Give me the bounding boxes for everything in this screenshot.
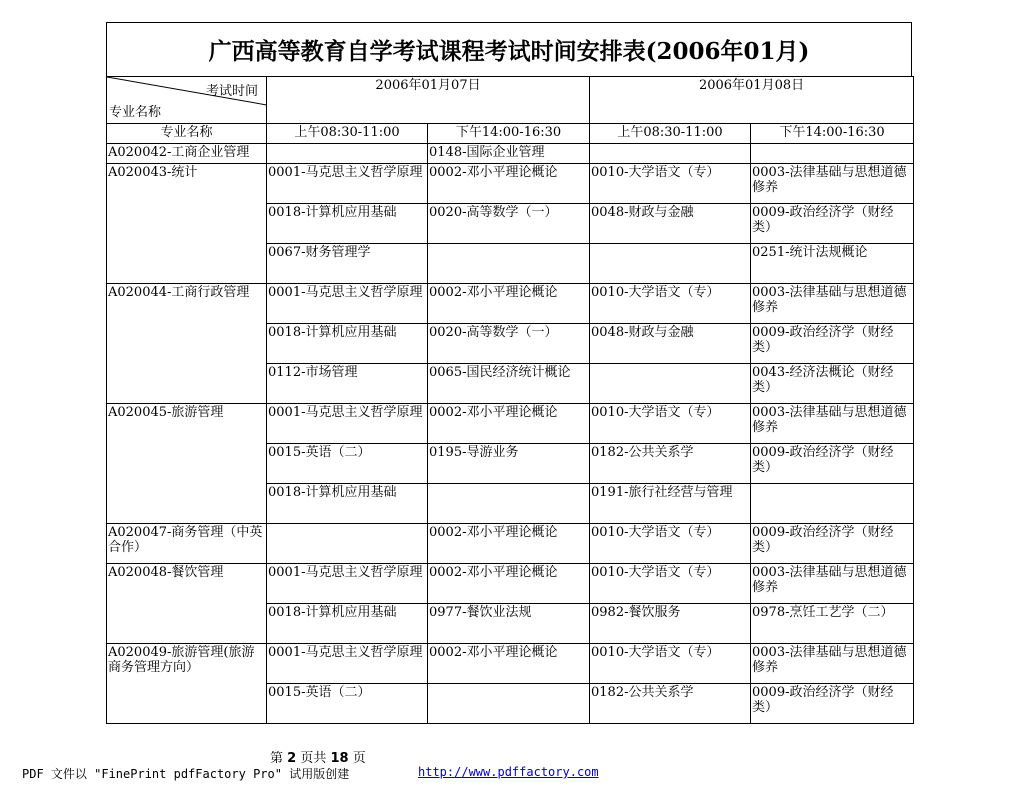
course-cell: 0002-邓小平理论概论 (428, 564, 590, 604)
table-row (107, 644, 914, 684)
course-cell (590, 144, 751, 164)
slot-header: 下午14:00-16:30 (751, 124, 914, 144)
table-row (107, 564, 914, 604)
slot-header: 下午14:00-16:30 (428, 124, 590, 144)
table-row (107, 524, 914, 564)
major-column-header: 专业名称 (107, 124, 267, 144)
course-cell: 0003-法律基础与思想道德修养 (751, 284, 914, 324)
course-cell: 0003-法律基础与思想道德修养 (751, 164, 914, 204)
slot-header: 上午08:30-11:00 (590, 124, 751, 144)
course-cell (428, 484, 590, 524)
course-cell: 0065-国民经济统计概论 (428, 364, 590, 404)
page-number: 第 2 页共 18 页 (270, 751, 366, 766)
course-cell: 0043-经济法概论（财经类） (751, 364, 914, 404)
pdf-creator-note: PDF 文件以 "FinePrint pdfFactory Pro" 试用版创建 (22, 767, 350, 781)
course-cell: 0001-马克思主义哲学原理 (267, 284, 428, 324)
course-cell: 0003-法律基础与思想道德修养 (751, 404, 914, 444)
course-cell: 0018-计算机应用基础 (267, 604, 428, 644)
course-cell: 0002-邓小平理论概论 (428, 524, 590, 564)
course-cell: 0002-邓小平理论概论 (428, 404, 590, 444)
course-cell: 0048-财政与金融 (590, 204, 751, 244)
course-cell (267, 144, 428, 164)
course-cell: 0048-财政与金融 (590, 324, 751, 364)
major-name-cell: A020045-旅游管理 (107, 404, 267, 524)
corner-major-label: 专业名称 (109, 105, 162, 120)
course-cell: 0018-计算机应用基础 (267, 204, 428, 244)
major-name-cell: A020042-工商企业管理 (107, 144, 267, 164)
date-header-day2: 2006年01月08日 (590, 77, 914, 124)
course-cell: 0001-马克思主义哲学原理 (267, 404, 428, 444)
course-cell: 0001-马克思主义哲学原理 (267, 644, 428, 684)
course-cell: 0010-大学语文（专） (590, 164, 751, 204)
course-cell (428, 244, 590, 284)
course-cell: 0018-计算机应用基础 (267, 324, 428, 364)
course-cell: 0003-法律基础与思想道德修养 (751, 564, 914, 604)
header-slot-row (107, 124, 914, 144)
major-name-cell: A020048-餐饮管理 (107, 564, 267, 644)
major-name-cell: A020044-工商行政管理 (107, 284, 267, 404)
corner-time-label: 考试时间 (205, 84, 258, 99)
course-cell: 0010-大学语文（专） (590, 284, 751, 324)
course-cell: 0020-高等数学（一） (428, 204, 590, 244)
course-cell: 0001-马克思主义哲学原理 (267, 164, 428, 204)
header-date-row (107, 77, 914, 124)
course-cell: 0191-旅行社经营与管理 (590, 484, 751, 524)
course-cell: 0015-英语（二） (267, 684, 428, 724)
course-cell: 0003-法律基础与思想道德修养 (751, 644, 914, 684)
course-cell: 0010-大学语文（专） (590, 524, 751, 564)
course-cell: 0020-高等数学（一） (428, 324, 590, 364)
course-cell: 0148-国际企业管理 (428, 144, 590, 164)
course-cell: 0002-邓小平理论概论 (428, 164, 590, 204)
date-header-day1: 2006年01月07日 (267, 77, 590, 124)
pdffactory-link[interactable]: http://www.pdffactory.com (418, 765, 599, 779)
course-cell: 0251-统计法规概论 (751, 244, 914, 284)
course-cell: 0009-政治经济学（财经类） (751, 324, 914, 364)
course-cell (590, 244, 751, 284)
corner-cell (107, 77, 267, 124)
course-cell: 0015-英语（二） (267, 444, 428, 484)
course-cell: 0001-马克思主义哲学原理 (267, 564, 428, 604)
course-cell (590, 364, 751, 404)
table-row (107, 144, 914, 164)
course-cell: 0002-邓小平理论概论 (428, 284, 590, 324)
course-cell: 0009-政治经济学（财经类） (751, 444, 914, 484)
course-cell (751, 144, 914, 164)
course-cell: 0067-财务管理学 (267, 244, 428, 284)
course-cell: 0195-导游业务 (428, 444, 590, 484)
table-row (107, 284, 914, 324)
course-cell: 0009-政治经济学（财经类） (751, 524, 914, 564)
course-cell: 0010-大学语文（专） (590, 404, 751, 444)
course-cell: 0009-政治经济学（财经类） (751, 204, 914, 244)
table-row (107, 164, 914, 204)
course-cell (428, 684, 590, 724)
exam-schedule-table (106, 76, 914, 724)
course-cell: 0010-大学语文（专） (590, 564, 751, 604)
course-cell: 0112-市场管理 (267, 364, 428, 404)
course-cell: 0982-餐饮服务 (590, 604, 751, 644)
course-cell: 0018-计算机应用基础 (267, 484, 428, 524)
course-cell: 0010-大学语文（专） (590, 644, 751, 684)
course-cell (267, 524, 428, 564)
course-cell: 0182-公共关系学 (590, 444, 751, 484)
major-name-cell: A020047-商务管理（中英合作） (107, 524, 267, 564)
table-row (107, 404, 914, 444)
course-cell: 0002-邓小平理论概论 (428, 644, 590, 684)
slot-header: 上午08:30-11:00 (267, 124, 428, 144)
course-cell: 0182-公共关系学 (590, 684, 751, 724)
major-name-cell: A020043-统计 (107, 164, 267, 284)
course-cell: 0978-烹饪工艺学（二） (751, 604, 914, 644)
page-title: 广西高等教育自学考试课程考试时间安排表(2006年01月) (106, 22, 912, 76)
major-name-cell: A020049-旅游管理(旅游商务管理方向） (107, 644, 267, 724)
course-cell: 0009-政治经济学（财经类） (751, 684, 914, 724)
course-cell (751, 484, 914, 524)
course-cell: 0977-餐饮业法规 (428, 604, 590, 644)
